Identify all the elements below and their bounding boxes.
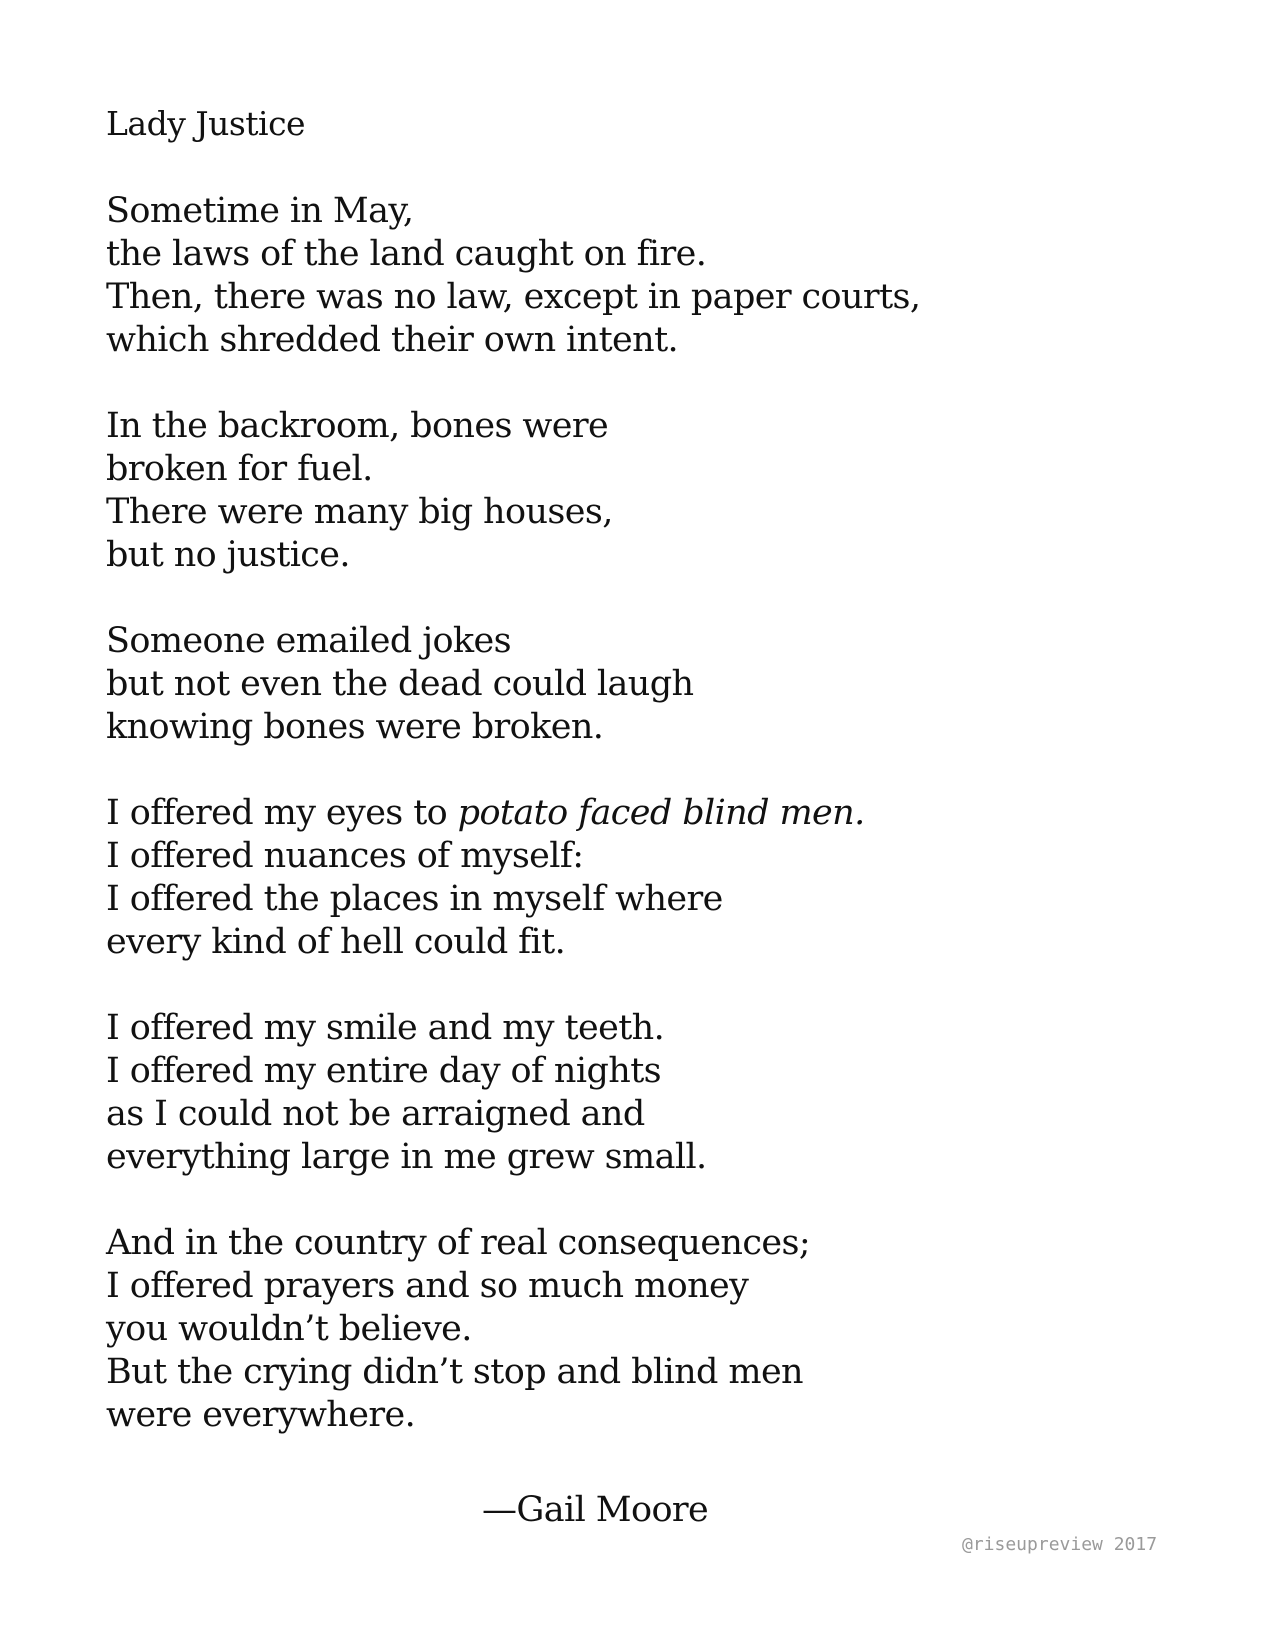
poem-line: broken for fuel. bbox=[106, 449, 373, 489]
poem-line: Someone emailed jokes bbox=[106, 621, 512, 661]
poem-line: you wouldn’t believe. bbox=[106, 1309, 472, 1349]
poem-title: Lady Justice bbox=[106, 104, 306, 143]
stanza-4 bbox=[106, 792, 1206, 964]
stanza-2 bbox=[106, 405, 1206, 577]
poem-line: but no justice. bbox=[106, 535, 350, 575]
poem-line: I offered my smile and my teeth. bbox=[106, 1008, 665, 1048]
stanza-6 bbox=[106, 1222, 1206, 1437]
stanza-1 bbox=[106, 190, 1206, 362]
poem-line: I offered nuances of myself: bbox=[106, 836, 584, 876]
poem-line: I offered prayers and so much money bbox=[106, 1266, 749, 1306]
poem-line: were everywhere. bbox=[106, 1395, 416, 1435]
poem-line: Then, there was no law, except in paper courts, bbox=[106, 277, 921, 317]
poem-line: but not even the dead could laugh bbox=[106, 664, 694, 704]
poem-line: And in the country of real consequences; bbox=[106, 1223, 811, 1263]
author-signature: —Gail Moore bbox=[482, 1490, 709, 1530]
poem-line-italic: potato faced blind men. bbox=[457, 793, 865, 833]
watermark: @riseupreview 2017 bbox=[962, 1534, 1158, 1555]
poem-line: the laws of the land caught on fire. bbox=[106, 234, 707, 274]
poem-line: But the crying didn’t stop and blind men bbox=[106, 1352, 804, 1392]
poem-body bbox=[106, 190, 1206, 1480]
stanza-3 bbox=[106, 620, 1206, 749]
poem-line: There were many big houses, bbox=[106, 492, 613, 532]
poem-line: everything large in me grew small. bbox=[106, 1137, 707, 1177]
poem-line: knowing bones were broken. bbox=[106, 707, 604, 747]
poem-line: In the backroom, bones were bbox=[106, 406, 609, 446]
poem-line-with-italic bbox=[106, 792, 1206, 835]
poem-line: every kind of hell could fit. bbox=[106, 922, 566, 962]
poem-line: which shredded their own intent. bbox=[106, 320, 679, 360]
poem-line-prefix: I offered my eyes to bbox=[106, 793, 458, 833]
poem-line: Sometime in May, bbox=[106, 191, 414, 231]
poem-line: I offered my entire day of nights bbox=[106, 1051, 662, 1091]
poem-line: as I could not be arraigned and bbox=[106, 1094, 645, 1134]
stanza-5 bbox=[106, 1007, 1206, 1179]
poem-line: I offered the places in myself where bbox=[106, 879, 723, 919]
